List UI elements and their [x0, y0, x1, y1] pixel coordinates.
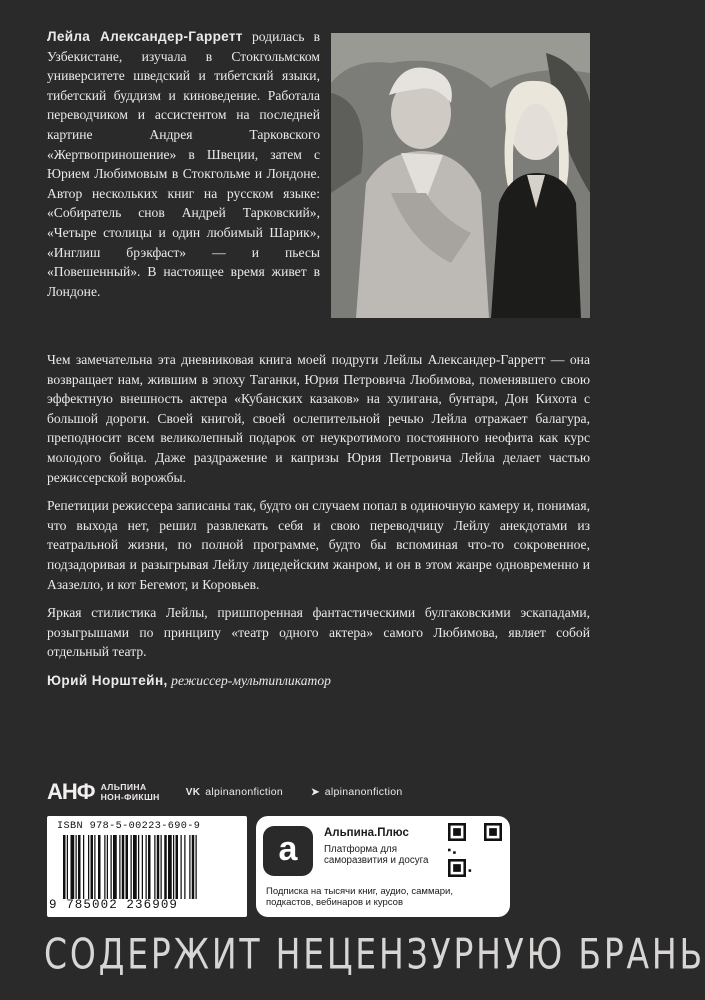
author-bio [47, 27, 320, 301]
review-author: Юрий Норштейн, [47, 672, 168, 688]
review-paragraph-3: Яркая стилистика Лейлы, пришпоренная фантастическими булгаковскими эскападами, розыгрышами по принципу «театр одного актера» самого Любимова, являет собой отдельный театр. [47, 605, 590, 660]
platform-app-icon: a [263, 826, 313, 876]
publisher-logo-line1: АЛЬПИНА [100, 782, 147, 792]
publisher-row [47, 776, 590, 808]
author-photo [331, 33, 590, 318]
platform-name: Альпина.Плюс [324, 827, 409, 839]
author-name: Лейла Александер-Гарретт [47, 29, 243, 44]
vk-handle: alpinanonfiction [205, 786, 284, 798]
publisher-logo-text [101, 782, 160, 802]
isbn-label: ISBN 978-5-00223-690-9 [57, 821, 201, 832]
qr-code-icon[interactable] [448, 823, 502, 877]
content-warning: СОДЕРЖИТ НЕЦЕНЗУРНУЮ БРАНЬ [44, 929, 705, 979]
review-quote [47, 350, 590, 691]
platform-ad[interactable] [256, 816, 510, 917]
author-bio-text: родилась в Узбекистане, изучала в Стокгольмском университете шведский и тибетский языки, тибетский буддизм и киноведение. Работала переводчиком и ассистентом на последней картине Андрея Тарковского «Жертвоприношение» в Швеции, затем с Юрием Любимовым в Стокгольме и Лондоне. Автор нескольких книг на русском языке: «Собиратель снов Андрей Тарковский», «Четыре столицы и один любимый Шарик», «Инглиш брэкфаст» — и пьесы «Повешенный». В настоящее время живет в Лондоне. [47, 29, 320, 299]
review-signature [47, 671, 590, 691]
telegram-handle: alpinanonfiction [324, 786, 403, 798]
vk-link[interactable] [186, 786, 283, 798]
telegram-icon: ➤ [311, 786, 320, 798]
isbn-digits: 9 785002 236909 [49, 898, 179, 912]
telegram-link[interactable] [311, 786, 402, 798]
barcode-bars [63, 835, 241, 899]
publisher-logo-icon: АНФ [47, 779, 95, 804]
review-author-role: режиссер-мультипликатор [171, 672, 331, 688]
platform-description: Платформа для саморазвития и досуга [324, 844, 429, 866]
review-paragraph-2: Репетиции режиссера записаны так, будто он случаем попал в одиночную камеру и, понимая, что выхода нет, решил развлекать себя и свою переводчицу Лейлу анекдотами из театральной жизни, по полной программе, будто бы вспоминая что-то сокровенное, подзадоривая и разыгрывая Лейлу лицедейским жанром, и он в этом жанре одновременно и Азазелло, и кот Бегемот, и Коровьев. [47, 498, 590, 592]
isbn-barcode [47, 816, 247, 917]
publisher-logo-line2: НОН-ФИКШН [100, 792, 160, 802]
review-paragraph-1: Чем замечательна эта дневниковая книга моей подруги Лейлы Александер-Гарретт — она возвращает нам, жившим в эпоху Таганки, Юрия Петровича Любимова, поменявшего свою эффектную внешность актера «Кубанских казаков» на хулигана, бунтаря, Дон Кихота с большой дороги. Своей книгой, своей ослепительной речью Лейла отражает балагура, преподносит всем великолепный подарок от неукротимого постоянного неофита как курс молодого бойца. Даже раздражение и капризы Юрия Петровича Лейла делает частью режиссерской ворожбы. [47, 352, 590, 485]
vk-icon: VK [185, 786, 201, 798]
platform-footer: Подписка на тысячи книг, аудио, саммари, подкастов, вебинаров и курсов [266, 886, 453, 908]
